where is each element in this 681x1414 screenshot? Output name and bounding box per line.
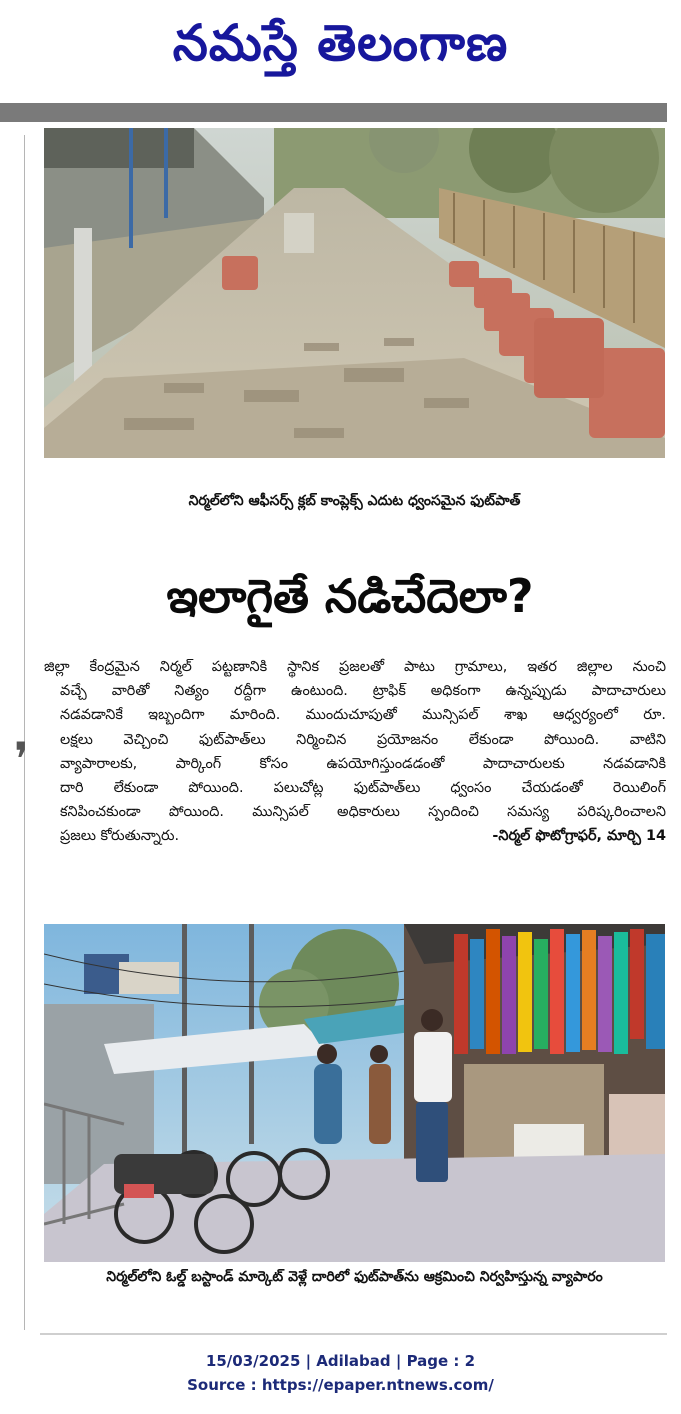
- headline: ఇలాగైతే నడిచేదెలా?: [166, 569, 534, 623]
- article-line: వ్యాపారాలకు, పార్కింగ్‌ కోసం ఉపయోగిస్తుండడంతో పాదాచారులకు నడవడానికి: [60, 755, 666, 772]
- article-line: జిల్లా కేంద్రమైన నిర్మల్‌ పట్టణానికి స్థానిక ప్రజలతో పాటు గ్రామాలు, ఇతర జిల్లాల నుంచి: [44, 659, 666, 675]
- market-photo: [44, 924, 665, 1262]
- quote-mark-icon: ❜: [14, 732, 29, 786]
- masthead: [0, 0, 681, 100]
- article-line: లక్షలు వెచ్చించి ఫుట్‌పాత్‌లు నిర్మించిన ప్రయోజనం లేకుండా పోయింది. వాటిని: [60, 731, 666, 748]
- separator-rule: [0, 1332, 667, 1338]
- article-line: కనిపించకుండా పోయింది. మున్సిపల్‌ అధికారులు స్పందించి సమస్య పరిష్కరించాలని: [60, 804, 666, 821]
- footer-date-edition: 15/03/2025 | Adilabad | Page : 2: [205, 1352, 476, 1370]
- article-line: నడవడానికే ఇబ్బందిగా మారింది. ముందుచూపుతో మున్సిపల్‌ శాఖ ఆధ్వర్యంలో రూ.: [60, 707, 666, 724]
- article-line: దారి లేకుండా పోయింది. పలుచోట్ల ఫుట్‌పాత్‌లు ధ్వంసం చేయడంతో రెయిలింగ్‌: [60, 780, 666, 797]
- footer-source: Source : https://epaper.ntnews.com/: [187, 1376, 494, 1394]
- article-last-row: [44, 824, 666, 848]
- article-body: [44, 655, 666, 849]
- header-band: [0, 103, 667, 122]
- article-line: వచ్చే వారితో నిత్యం రద్దీగా ఉంటుంది. ట్రాఫిక్‌ అధికంగా ఉన్నప్పుడు పాదాచారులు: [60, 683, 666, 700]
- photo-caption: నిర్మల్‌లోని ఓల్డ్‌ బస్టాండ్‌ మార్కెట్‌ వెళ్లే దారిలో ఫుట్‌పాత్‌ను ఆక్రమించి నిర్వహిస్తున్న వ్యాపారం: [106, 1269, 603, 1285]
- newspaper-logo: నమస్తే తెలంగాణ: [172, 13, 509, 72]
- article-line: ప్రజలు కోరుతున్నారు.: [60, 828, 180, 845]
- byline: -నిర్మల్‌ ఫొటోగ్రాఫర్‌, మార్చి 14: [492, 828, 666, 845]
- photo-caption: నిర్మల్‌లోని ఆఫీసర్స్‌ క్లబ్‌ కాంప్లెక్స్‌ ఎదుట ధ్వంసమైన ఫుట్‌పాత్‌: [188, 493, 521, 509]
- footpath-photo: [44, 128, 665, 458]
